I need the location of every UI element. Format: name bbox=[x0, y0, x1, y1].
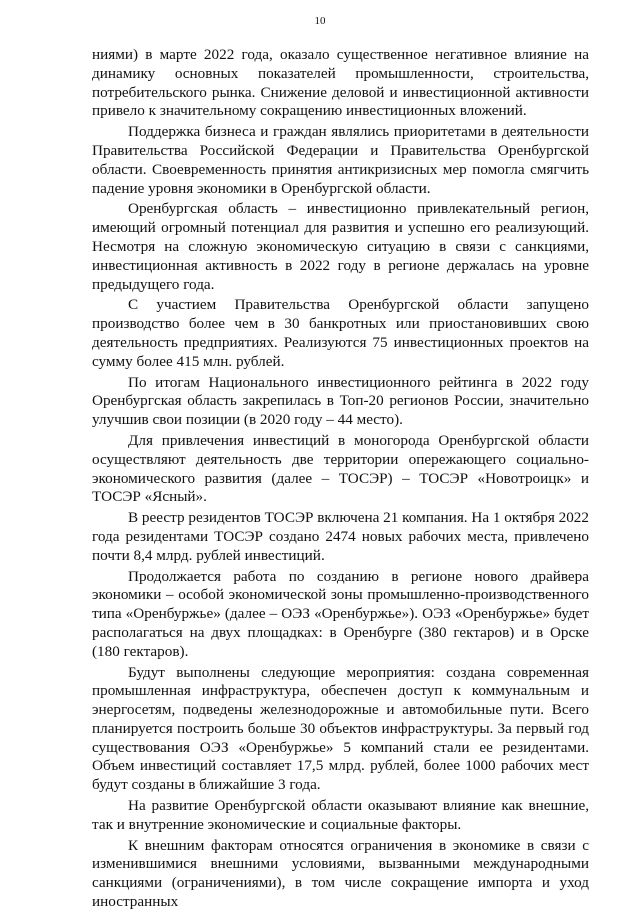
paragraph-7: В реестр резидентов ТОСЭР включена 21 компания. На 1 октября 2022 года резидентами ТОСЭР создано 2474 новых рабочих места, привлечено почти 8,4 млрд. рублей инвестиций. bbox=[92, 509, 589, 564]
paragraph-2: Поддержка бизнеса и граждан являлись приоритетами в деятельности Правительства Российской Федерации и Правительства Оренбургской области. Своевременность принятия антикризисных мер помогла смягчить падение уровня экономики в Оренбургской области. bbox=[92, 123, 589, 197]
paragraph-10: На развитие Оренбургской области оказывают влияние как внешние, так и внутренние экономические и социальные факторы. bbox=[92, 797, 589, 833]
paragraph-1: ниями) в марте 2022 года, оказало существенное негативное влияние на динамику основных показателей промышленности, строительства, потребительского рынка. Снижение деловой и инвестиционной активности привело к значительному сокращению инвестиционных вложений. bbox=[92, 46, 589, 120]
paragraph-5: По итогам Национального инвестиционного рейтинга в 2022 году Оренбургская область закрепилась в Топ-20 регионов России, значительно улучшив свои позиции (в 2020 году – 44 место). bbox=[92, 373, 589, 429]
body-text bbox=[92, 46, 589, 914]
paragraph-8: Продолжается работа по созданию в регионе нового драйвера экономики – особой экономической зоны промышленно-производственного типа «Оренбуржье» (далее – ОЭЗ «Оренбуржье»). ОЭЗ «Оренбуржье» будет располагаться на двух площадках: в Оренбурге (380 гектаров) и в Орске (180 гектаров). bbox=[92, 567, 589, 660]
paragraph-11: К внешним факторам относятся ограничения в экономике в связи с изменившимися внешними условиями, вызванными международными санкциями (ограничениями), в том числе сокращение импорта и уход иностранных bbox=[92, 836, 589, 911]
paragraph-9: Будут выполнены следующие мероприятия: создана современная промышленная инфраструктура, обеспечен доступ к коммунальным и энергосетям, подведены железнодорожные и автомобильные пути. Всего планируется построить больше 30 объектов инфраструктуры. За первый год существования ОЭЗ «Оренбуржье» 5 компаний стали ее резидентами. Объем инвестиций составляет 17,5 млрд. рублей, более 1000 рабочих мест будут созданы в ближайшие 3 года. bbox=[92, 663, 589, 794]
paragraph-6: Для привлечения инвестиций в моногорода Оренбургской области осуществляют деятельность две территории опережающего социально-экономического развития (далее – ТОСЭР) – ТОСЭР «Новотроицк» и ТОСЭР «Ясный». bbox=[92, 431, 589, 506]
page-number: 10 bbox=[314, 15, 326, 27]
paragraph-3: Оренбургская область – инвестиционно привлекательный регион, имеющий огромный потенциал для развития и успешно его реализующий. Несмотря на сложную экономическую ситуацию в связи с санкциями, инвестиционная активность в 2022 году в регионе держалась на уровне предыдущего года. bbox=[92, 200, 589, 293]
paragraph-4: С участием Правительства Оренбургской области запущено производство более чем в 30 банкротных или приостановивших свою деятельность предприятиях. Реализуются 75 инвестиционных проектов на сумму более 415 млн. рублей. bbox=[92, 296, 589, 370]
